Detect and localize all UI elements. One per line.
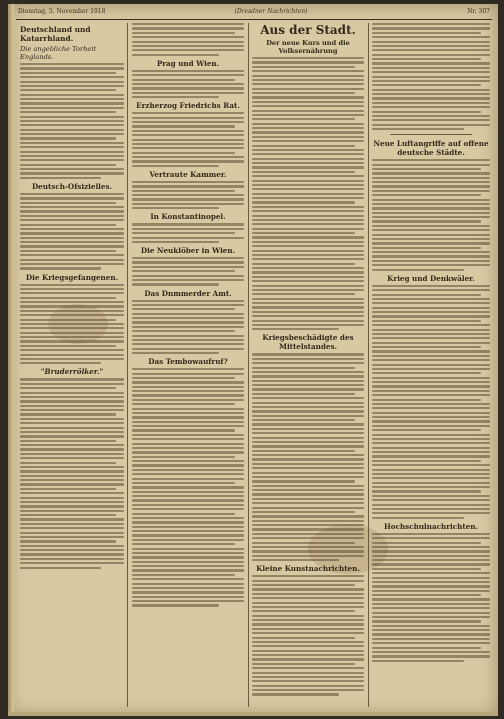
article-text [20, 63, 124, 179]
article-text [132, 112, 244, 167]
article-text [252, 57, 364, 330]
article-text [20, 284, 124, 365]
headline: Neue Luftangriffe auf offene deutsche Städte. [373, 139, 489, 158]
article-text [132, 70, 244, 98]
page-fold-shadow [8, 4, 14, 716]
column-4 [372, 23, 490, 707]
article-text [132, 257, 244, 285]
headline: Erzherzog Friedrichs Rat. [136, 101, 240, 111]
headline: Die Neuklöber in Wien. [140, 246, 236, 256]
headline: Krieg und Denkwäler. [387, 273, 475, 283]
column-3 [252, 23, 364, 707]
column-divider [127, 23, 128, 707]
article-text [20, 193, 124, 270]
article-text [372, 285, 490, 519]
headline: Das Tembowaufruf? [148, 357, 228, 367]
newspaper-page [8, 4, 498, 716]
article-text [132, 368, 244, 606]
article-text [252, 353, 364, 561]
article-text [372, 159, 490, 271]
section-subtitle: Der neue Kurs und die Volksernährung [266, 39, 350, 55]
section-divider [390, 134, 472, 135]
headline: Die Kriegsgefangenen. [25, 272, 119, 282]
header-rule [16, 19, 492, 20]
column-2 [132, 23, 244, 707]
headline: Deutschland und Katarrhland. [20, 25, 91, 43]
headline: Kleine Kunstnachrichten. [256, 564, 360, 574]
headline: "Bruderrölker." [40, 367, 104, 377]
column-1 [20, 23, 124, 707]
article-text [132, 223, 244, 243]
article-text [252, 575, 364, 695]
headline: Hochschulnachrichten. [383, 521, 479, 531]
article-text [132, 23, 244, 56]
article-text [372, 23, 490, 130]
article-text [132, 300, 244, 355]
column-divider [248, 23, 249, 707]
headline: Vertraute Kammer. [149, 169, 227, 179]
page-bottom-edge [8, 712, 498, 716]
masthead: (Dresdner Nachrichten) [234, 8, 308, 15]
headline: In Konstantinopel. [150, 212, 226, 222]
page-header [18, 7, 490, 19]
article-text [20, 378, 124, 568]
headline: Deutsch-Ofsizielles. [31, 181, 113, 191]
page-number: Nr. 307 [467, 8, 490, 15]
article-text [132, 181, 244, 209]
date-line: Dienstag, 5. November 1918 [18, 8, 106, 15]
subheadline: Die angebliche Torheit Englands. [20, 45, 96, 61]
headline: Kriegsbeschädigte des Mittelstandes. [262, 333, 354, 352]
section-title: Aus der Stadt. [260, 23, 356, 37]
headline: Prag und Wien. [156, 58, 220, 68]
column-divider [368, 23, 369, 707]
article-text [372, 533, 490, 662]
headline: Das Dnmmerder Amt. [144, 288, 232, 298]
